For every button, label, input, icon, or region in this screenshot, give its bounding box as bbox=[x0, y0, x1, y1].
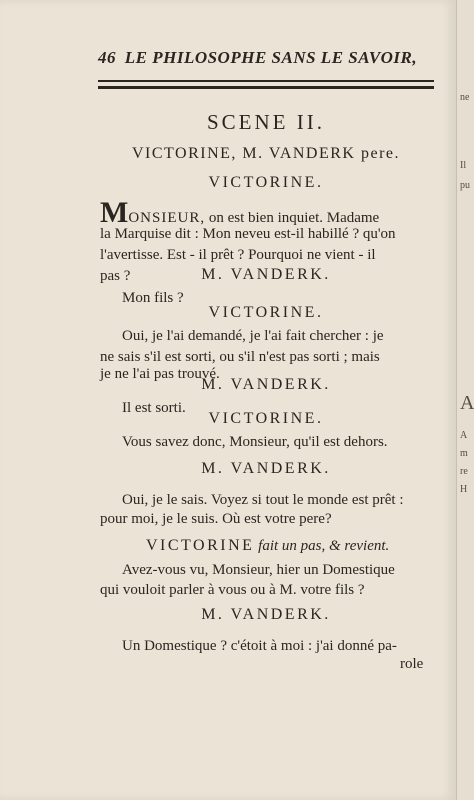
next-page-edge bbox=[456, 0, 474, 800]
running-title: LE PHILOSOPHE SANS LE SAVOIR, bbox=[124, 48, 418, 67]
speaker-victorine: VICTORINE. bbox=[208, 174, 324, 191]
paragraph-line: pour moi, je le suis. Où est votre pere? bbox=[100, 511, 332, 527]
running-header bbox=[98, 48, 438, 68]
paragraph-line: je ne l'ai pas trouvé. bbox=[100, 366, 220, 382]
stage-direction: fait un pas, & revient. bbox=[254, 538, 390, 554]
page-number: 46 bbox=[98, 48, 116, 67]
speaker-vanderk: M. VANDERK. bbox=[201, 266, 331, 283]
speaker-victorine: VICTORINE. bbox=[208, 410, 324, 427]
edge-fragment: re bbox=[460, 466, 468, 477]
edge-fragment: ne bbox=[460, 92, 470, 103]
drop-cap: M bbox=[100, 196, 129, 229]
header-rule-bottom bbox=[98, 86, 434, 89]
paragraph-line: ne sais s'il est sorti, ou s'il n'est pas sorti ; mais bbox=[100, 349, 380, 365]
edge-fragment: Il bbox=[460, 160, 467, 171]
paragraph-line: role bbox=[400, 656, 424, 672]
paragraph-line: la Marquise dit : Mon neveu est-il habillé ? qu'on bbox=[100, 226, 396, 242]
scene-cast: VICTORINE, M. VANDERK pere. bbox=[131, 145, 401, 162]
edge-fragment: pu bbox=[460, 180, 470, 191]
speaker-vanderk: M. VANDERK. bbox=[201, 460, 331, 477]
scene-title: SCENE II. bbox=[207, 110, 325, 134]
speaker-vanderk: M. VANDERK. bbox=[201, 606, 331, 623]
text-run: on est bien inquiet. Madame bbox=[205, 210, 380, 226]
paragraph-line: pas ? bbox=[100, 268, 131, 284]
paragraph-line: Mon fils ? bbox=[122, 290, 184, 306]
paragraph-line: l'avertisse. Est - il prêt ? Pourquoi ne vient - il bbox=[100, 247, 376, 263]
speaker-victorine-with-direction bbox=[146, 537, 389, 555]
edge-fragment: H bbox=[460, 484, 468, 495]
edge-fragment: A bbox=[460, 430, 468, 441]
paragraph-line: Il est sorti. bbox=[122, 400, 186, 416]
paragraph-line bbox=[100, 198, 379, 228]
paragraph-line: qui vouloit parler à vous ou à M. votre fils ? bbox=[100, 582, 365, 598]
paragraph-line: Oui, je le sais. Voyez si tout le monde est prêt : bbox=[122, 492, 404, 508]
paragraph-line: Vous savez donc, Monsieur, qu'il est dehors. bbox=[122, 434, 388, 450]
paragraph-line: Avez-vous vu, Monsieur, hier un Domestique bbox=[122, 562, 395, 578]
paragraph-line: Un Domestique ? c'étoit à moi : j'ai donné pa- bbox=[122, 638, 397, 654]
speaker-victorine: VICTORINE. bbox=[208, 304, 324, 321]
speaker-vanderk: M. VANDERK. bbox=[201, 376, 331, 393]
small-caps-word: ONSIEUR, bbox=[128, 210, 206, 226]
edge-fragment: A bbox=[460, 392, 474, 414]
header-rule-top bbox=[98, 80, 434, 82]
edge-fragment: m bbox=[460, 448, 468, 459]
speaker-name: VICTORINE bbox=[146, 537, 255, 554]
paragraph-line: Oui, je l'ai demandé, je l'ai fait chercher : je bbox=[122, 328, 384, 344]
